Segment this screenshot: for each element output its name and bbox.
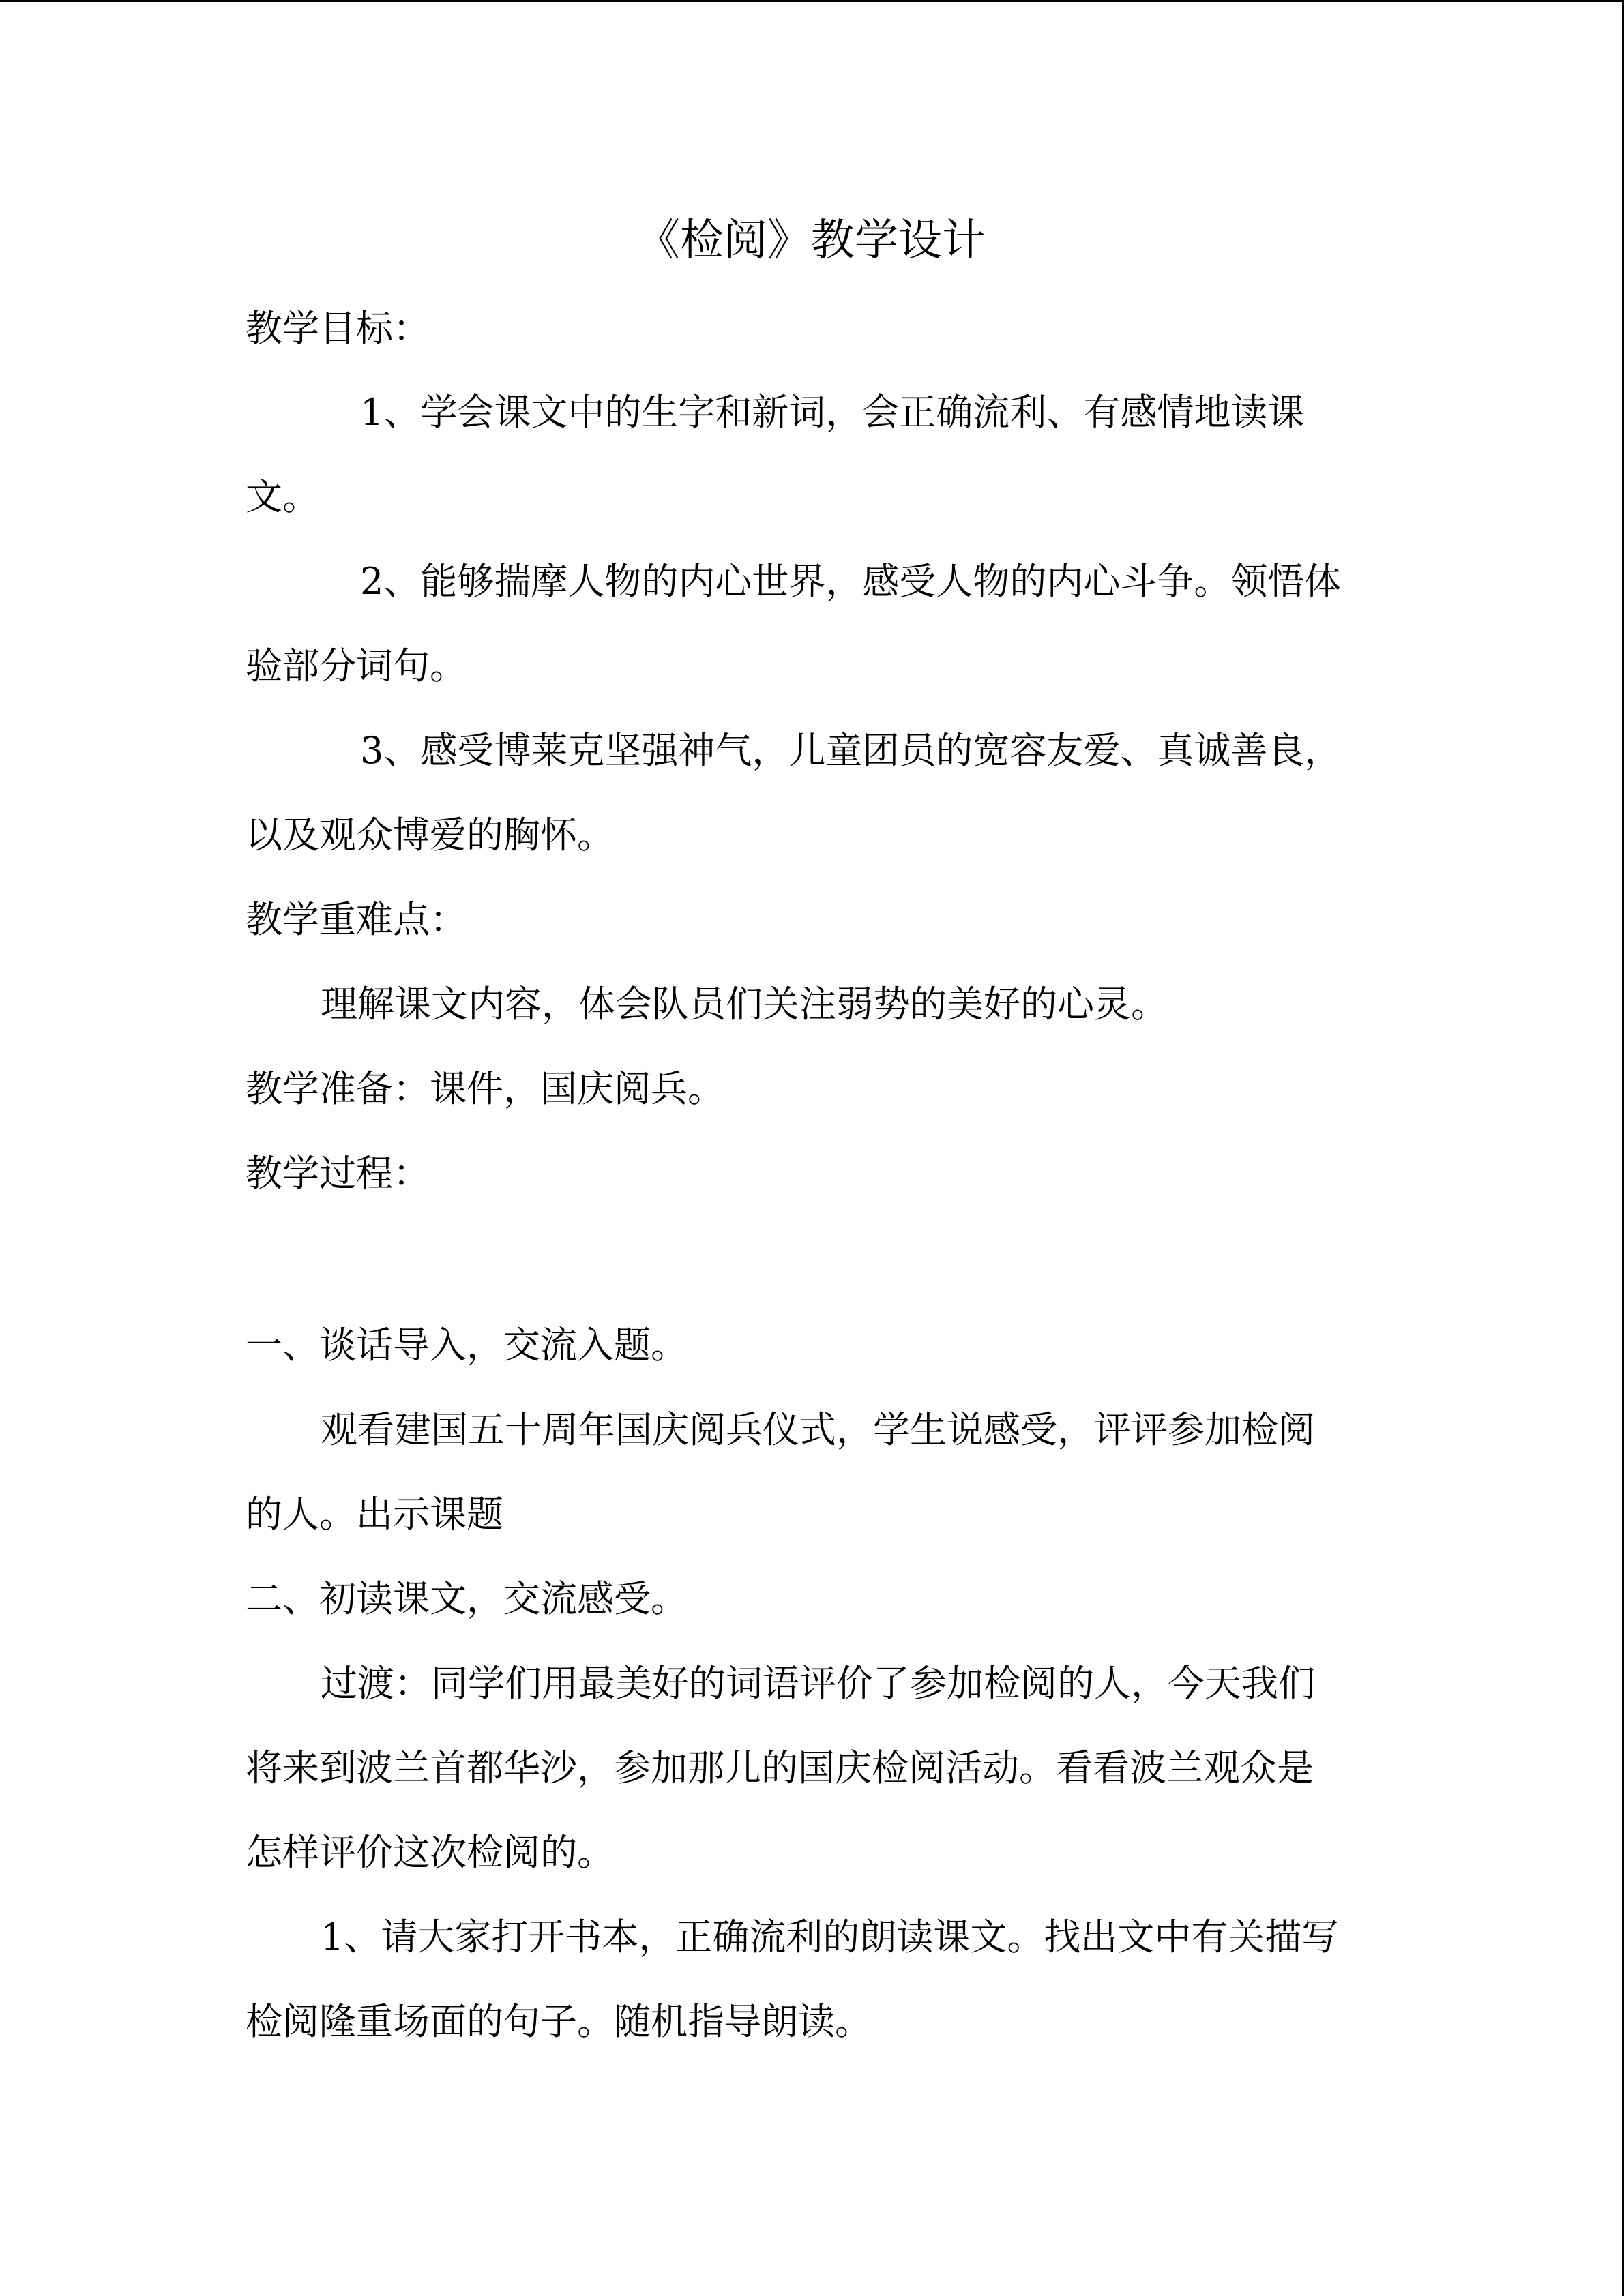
heading-process: 教学过程： (246, 1152, 430, 1195)
transition-line-3: 怎样评价这次检阅的。 (246, 1831, 614, 1874)
preparation-text: 教学准备：课件，国庆阅兵。 (246, 1067, 724, 1110)
objective-3-line-1: 3、感受博莱克坚强神气，儿童团员的宽容友爱、真诚善良， (360, 729, 1342, 772)
section-1-heading: 一、谈话导入，交流入题。 (246, 1324, 688, 1367)
section-1-text-line-2: 的人。出示课题 (246, 1493, 503, 1536)
document-title: 《检阅》教学设计 (636, 215, 986, 266)
objective-3-line-2: 以及观众博爱的胸怀。 (246, 814, 614, 856)
objective-2-line-1: 2、能够揣摩人物的内心世界，感受人物的内心斗争。领悟体 (360, 560, 1342, 603)
key-points-text: 理解课文内容，体会队员们关注弱势的美好的心灵。 (321, 983, 1168, 1026)
transition-line-2: 将来到波兰首都华沙，参加那儿的国庆检阅活动。看看波兰观众是 (246, 1746, 1314, 1789)
transition-line-1: 过渡：同学们用最美好的词语评价了参加检阅的人，今天我们 (321, 1662, 1315, 1705)
section-1-text-line-1: 观看建国五十周年国庆阅兵仪式，学生说感受，评评参加检阅 (321, 1408, 1315, 1451)
step-1-line-1: 1、请大家打开书本，正确流利的朗读课文。找出文中有关描写 (321, 1915, 1339, 1958)
objective-2-line-2: 验部分词句。 (246, 644, 467, 687)
heading-objectives: 教学目标： (246, 307, 430, 350)
section-2-heading: 二、初读课文，交流感受。 (246, 1577, 688, 1620)
objective-1-line-1: 1、学会课文中的生字和新词，会正确流利、有感情地读课 (360, 391, 1305, 434)
step-1-line-2: 检阅隆重场面的句子。随机指导朗读。 (246, 2000, 872, 2043)
heading-key-points: 教学重难点： (246, 898, 467, 941)
objective-1-line-2: 文。 (246, 475, 319, 518)
